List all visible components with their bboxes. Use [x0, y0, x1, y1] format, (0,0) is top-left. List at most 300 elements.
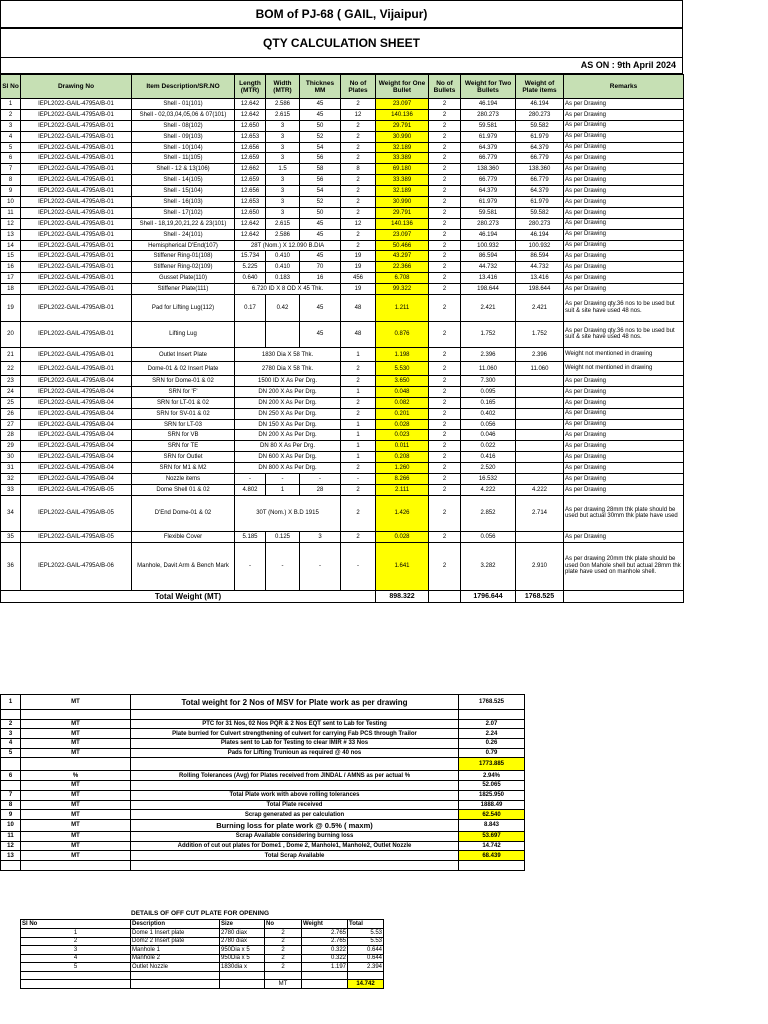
- weight-one-bullet-cell: 50.466: [376, 240, 429, 251]
- thickness-cell: 3: [300, 531, 341, 542]
- summary-unit-cell: MT: [21, 810, 131, 820]
- no-of-bullets-cell: 2: [429, 251, 461, 262]
- weight-one-bullet-cell: 22.366: [376, 262, 429, 273]
- weight-two-bullets-cell: 0.046: [461, 430, 516, 441]
- weight-two-bullets-cell: 61.979: [461, 131, 516, 142]
- summary-description-cell: Scrap generated as per calculation: [131, 810, 459, 820]
- table-row: [1, 452, 684, 463]
- remarks-cell: As per drawing 28mm thk plate should be used but actual 30mm thk plate have used: [564, 495, 684, 531]
- sl-no-cell: 1: [1, 99, 21, 110]
- summary-sl-cell: 6: [1, 771, 21, 781]
- remarks-cell: As per Drawing: [564, 251, 684, 262]
- weight-one-bullet-cell: 32.189: [376, 142, 429, 153]
- summary-row: [1, 739, 525, 749]
- summary-row: [1, 851, 525, 861]
- offcut-description-cell: Manhole 1: [131, 946, 220, 955]
- length-cell: 12.642: [235, 109, 266, 120]
- no-of-plates-cell: 2: [341, 463, 376, 474]
- weight-plate-items-cell: 2.421: [516, 295, 564, 322]
- remarks-cell: As per Drawing: [564, 240, 684, 251]
- length-cell: 12.642: [235, 99, 266, 110]
- no-of-plates-cell: 2: [341, 175, 376, 186]
- weight-two-bullets-cell: 198.644: [461, 284, 516, 295]
- weight-two-bullets-cell: 0.056: [461, 419, 516, 430]
- offcut-column-header: Description: [131, 920, 220, 929]
- thickness-cell: 52: [300, 197, 341, 208]
- weight-plate-items-cell: 59.582: [516, 207, 564, 218]
- sl-no-cell: 18: [1, 284, 21, 295]
- summary-unit-cell: MT: [21, 800, 131, 810]
- remarks-cell: As per Drawing: [564, 463, 684, 474]
- drawing-no-cell: IEPL2022-GAIL-4795A/B-04: [21, 452, 132, 463]
- drawing-no-cell: IEPL2022-GAIL-4795A/B-01: [21, 207, 132, 218]
- weight-two-bullets-cell: 4.222: [461, 484, 516, 495]
- summary-row: [1, 771, 525, 781]
- weight-one-bullet-cell: 43.297: [376, 251, 429, 262]
- summary-value-cell: 2.24: [459, 729, 525, 739]
- remarks-cell: As per Drawing: [564, 164, 684, 175]
- no-of-plates-cell: 8: [341, 164, 376, 175]
- summary-unit-cell: MT: [21, 719, 131, 729]
- sl-no-cell: 4: [1, 131, 21, 142]
- summary-row: [1, 819, 525, 831]
- total-row: [1, 590, 684, 602]
- weight-plate-items-cell: [516, 531, 564, 542]
- no-of-bullets-cell: 2: [429, 218, 461, 229]
- drawing-no-cell: IEPL2022-GAIL-4795A/B-04: [21, 386, 132, 397]
- summary-sl-cell: 7: [1, 790, 21, 800]
- item-description-cell: Shell - 09(103): [132, 131, 235, 142]
- summary-unit-cell: MT: [21, 851, 131, 861]
- drawing-no-cell: IEPL2022-GAIL-4795A/B-01: [21, 153, 132, 164]
- remarks-cell: As per Drawing: [564, 120, 684, 131]
- item-description-cell: Nozzle items: [132, 474, 235, 485]
- sl-no-cell: 20: [1, 321, 21, 348]
- no-of-bullets-cell: 2: [429, 321, 461, 348]
- drawing-no-cell: IEPL2022-GAIL-4795A/B-04: [21, 419, 132, 430]
- no-of-plates-cell: 2: [341, 531, 376, 542]
- column-header: Weight for Two Bullets: [461, 75, 516, 99]
- table-row: [1, 164, 684, 175]
- weight-plate-items-cell: [516, 452, 564, 463]
- offcut-row: [21, 954, 384, 963]
- table-row: [1, 109, 684, 120]
- summary-value-cell: 14.742: [459, 841, 525, 851]
- summary-description-cell: [131, 781, 459, 791]
- offcut-total-unit: MT: [265, 980, 302, 989]
- weight-two-bullets-cell: 16.532: [461, 474, 516, 485]
- length-cell: [235, 321, 266, 348]
- summary-description-cell: Total Plate received: [131, 800, 459, 810]
- width-cell: 2.586: [266, 229, 300, 240]
- thickness-cell: 45: [300, 109, 341, 120]
- offcut-size-cell: 1830dia x: [220, 963, 265, 972]
- weight-two-bullets-cell: 2.852: [461, 495, 516, 531]
- remarks-cell: As per Drawing: [564, 386, 684, 397]
- document-title: BOM of PJ-68 ( GAIL, Vijaipur): [0, 0, 683, 28]
- remarks-cell: Weight not mentioned in drawing: [564, 362, 684, 376]
- offcut-column-header: No: [265, 920, 302, 929]
- table-row: [1, 441, 684, 452]
- drawing-no-cell: IEPL2022-GAIL-4795A/B-01: [21, 251, 132, 262]
- weight-one-bullet-cell: 0.082: [376, 397, 429, 408]
- weight-two-bullets-cell: 61.979: [461, 197, 516, 208]
- drawing-no-cell: IEPL2022-GAIL-4795A/B-01: [21, 362, 132, 376]
- offcut-header-row: [21, 920, 384, 929]
- drawing-no-cell: IEPL2022-GAIL-4795A/B-01: [21, 164, 132, 175]
- summary-row: [1, 810, 525, 820]
- summary-sl-cell: [1, 758, 21, 771]
- thickness-cell: 54: [300, 142, 341, 153]
- table-row: [1, 251, 684, 262]
- drawing-no-cell: IEPL2022-GAIL-4795A/B-05: [21, 495, 132, 531]
- weight-one-bullet-cell: 32.189: [376, 186, 429, 197]
- summary-sl-cell: [1, 710, 21, 720]
- item-description-cell: SRN for Dome-01 & 02: [132, 376, 235, 387]
- no-of-bullets-cell: 2: [429, 186, 461, 197]
- table-row: [1, 430, 684, 441]
- weight-two-bullets-cell: 11.060: [461, 362, 516, 376]
- weight-one-bullet-cell: 5.530: [376, 362, 429, 376]
- no-of-plates-cell: 48: [341, 321, 376, 348]
- summary-row: [1, 748, 525, 758]
- sl-no-cell: 6: [1, 153, 21, 164]
- weight-one-bullet-cell: 1.211: [376, 295, 429, 322]
- summary-unit-cell: MT: [21, 729, 131, 739]
- remarks-cell: As per Drawing: [564, 376, 684, 387]
- no-of-bullets-cell: 2: [429, 120, 461, 131]
- length-cell: 12.659: [235, 153, 266, 164]
- width-cell: 2.615: [266, 218, 300, 229]
- drawing-no-cell: IEPL2022-GAIL-4795A/B-01: [21, 348, 132, 362]
- weight-two-bullets-cell: 66.779: [461, 153, 516, 164]
- thickness-cell: 45: [300, 295, 341, 322]
- table-row: [1, 229, 684, 240]
- weight-plate-items-cell: 2.396: [516, 348, 564, 362]
- offcut-column-header: Total: [348, 920, 384, 929]
- weight-plate-items-cell: 198.644: [516, 284, 564, 295]
- thickness-cell: 45: [300, 218, 341, 229]
- width-cell: 3: [266, 175, 300, 186]
- weight-two-bullets-cell: 59.581: [461, 207, 516, 218]
- width-cell: 0.42: [266, 295, 300, 322]
- no-of-bullets-cell: 2: [429, 142, 461, 153]
- sl-no-cell: 28: [1, 430, 21, 441]
- table-row: [1, 386, 684, 397]
- summary-value-cell: [459, 710, 525, 720]
- no-of-bullets-cell: 2: [429, 376, 461, 387]
- weight-plate-items-cell: [516, 397, 564, 408]
- weight-one-bullet-cell: 1.641: [376, 542, 429, 590]
- summary-row: [1, 710, 525, 720]
- remarks-cell: As per Drawing: [564, 229, 684, 240]
- item-description-cell: SRN for LT-03: [132, 419, 235, 430]
- summary-value-cell: 8.843: [459, 819, 525, 831]
- no-of-plates-cell: 2: [341, 207, 376, 218]
- offcut-row: [21, 946, 384, 955]
- weight-two-bullets-cell: 0.402: [461, 408, 516, 419]
- blank-cell: [220, 980, 265, 989]
- weight-plate-items-cell: 64.379: [516, 142, 564, 153]
- summary-row: [1, 831, 525, 841]
- weight-plate-items-cell: [516, 419, 564, 430]
- item-description-cell: SRN for 'F': [132, 386, 235, 397]
- blank-cell: [265, 971, 302, 980]
- no-of-plates-cell: 2: [341, 229, 376, 240]
- thickness-cell: 45: [300, 229, 341, 240]
- length-cell: 12.642: [235, 218, 266, 229]
- weight-one-bullet-cell: 30.990: [376, 131, 429, 142]
- offcut-grand-total: 14.742: [348, 980, 384, 989]
- drawing-no-cell: IEPL2022-GAIL-4795A/B-01: [21, 120, 132, 131]
- summary-value-cell: 1768.525: [459, 695, 525, 710]
- summary-description-cell: [131, 710, 459, 720]
- summary-row: [1, 841, 525, 851]
- item-description-cell: Shell - 15(104): [132, 186, 235, 197]
- dimension-span-cell: DN 200 X As Per Drg.: [235, 386, 341, 397]
- no-of-plates-cell: 12: [341, 109, 376, 120]
- total-empty: [564, 590, 684, 602]
- dimension-span-cell: DN 200 X As Per Drg.: [235, 430, 341, 441]
- remarks-cell: As per Drawing: [564, 273, 684, 284]
- remarks-cell: As per Drawing: [564, 531, 684, 542]
- blank-cell: [348, 971, 384, 980]
- summary-unit-cell: MT: [21, 819, 131, 831]
- width-cell: 0.183: [266, 273, 300, 284]
- item-description-cell: Shell - 17(102): [132, 207, 235, 218]
- table-row: [1, 186, 684, 197]
- summary-sl-cell: 1: [1, 695, 21, 710]
- no-of-bullets-cell: 2: [429, 240, 461, 251]
- summary-description-cell: [131, 860, 459, 870]
- length-cell: -: [235, 542, 266, 590]
- item-description-cell: SRN for TE: [132, 441, 235, 452]
- thickness-cell: 28: [300, 484, 341, 495]
- weight-one-bullet-cell: 0.208: [376, 452, 429, 463]
- length-cell: 5.225: [235, 262, 266, 273]
- item-description-cell: SRN for SV-01 & 02: [132, 408, 235, 419]
- weight-plate-items-cell: 11.060: [516, 362, 564, 376]
- weight-plate-items-cell: 66.779: [516, 175, 564, 186]
- table-row: [1, 484, 684, 495]
- no-of-plates-cell: 19: [341, 262, 376, 273]
- sl-no-cell: 8: [1, 175, 21, 186]
- no-of-plates-cell: 1: [341, 386, 376, 397]
- summary-sl-cell: 3: [1, 729, 21, 739]
- no-of-bullets-cell: 2: [429, 419, 461, 430]
- weight-one-bullet-cell: 8.266: [376, 474, 429, 485]
- sl-no-cell: 30: [1, 452, 21, 463]
- offcut-sl-cell: 1: [21, 929, 131, 938]
- item-description-cell: Shell - 24(101): [132, 229, 235, 240]
- no-of-plates-cell: 2: [341, 131, 376, 142]
- offcut-description-cell: Manhole 2: [131, 954, 220, 963]
- dimension-span-cell: 1500 ID X As Per Drg.: [235, 376, 341, 387]
- offcut-no-cell: 2: [265, 963, 302, 972]
- summary-value-cell: 0.26: [459, 739, 525, 749]
- thickness-cell: 45: [300, 99, 341, 110]
- remarks-cell: As per Drawing: [564, 142, 684, 153]
- summary-value-cell: 1773.885: [459, 758, 525, 771]
- remarks-cell: As per Drawing: [564, 218, 684, 229]
- item-description-cell: Dome-01 & 02 Insert Plate: [132, 362, 235, 376]
- width-cell: 0.410: [266, 251, 300, 262]
- remarks-cell: As per Drawing: [564, 452, 684, 463]
- weight-one-bullet-cell: 23.097: [376, 229, 429, 240]
- no-of-bullets-cell: 2: [429, 408, 461, 419]
- table-row: [1, 197, 684, 208]
- no-of-bullets-cell: 2: [429, 295, 461, 322]
- summary-sl-cell: 5: [1, 748, 21, 758]
- weight-two-bullets-cell: 7.300: [461, 376, 516, 387]
- thickness-cell: 45: [300, 251, 341, 262]
- no-of-bullets-cell: 2: [429, 348, 461, 362]
- summary-sl-cell: 10: [1, 819, 21, 831]
- offcut-total-cell: 5.53: [348, 929, 384, 938]
- no-of-plates-cell: 2: [341, 376, 376, 387]
- weight-plate-items-cell: [516, 376, 564, 387]
- sl-no-cell: 19: [1, 295, 21, 322]
- weight-plate-items-cell: [516, 408, 564, 419]
- no-of-bullets-cell: 2: [429, 430, 461, 441]
- item-description-cell: Pad for Lifting Lug(112): [132, 295, 235, 322]
- remarks-cell: As per Drawing qty.36 nos to be used but suit & site have used 48 nos.: [564, 321, 684, 348]
- summary-value-cell: 1825.950: [459, 790, 525, 800]
- table-row: [1, 495, 684, 531]
- drawing-no-cell: IEPL2022-GAIL-4795A/B-04: [21, 397, 132, 408]
- summary-row: [1, 695, 525, 710]
- weight-one-bullet-cell: 99.322: [376, 284, 429, 295]
- table-row: [1, 295, 684, 322]
- offcut-description-cell: Outlet Nozzle: [131, 963, 220, 972]
- no-of-bullets-cell: 2: [429, 99, 461, 110]
- offcut-row: [21, 963, 384, 972]
- column-header: Width (MTR): [266, 75, 300, 99]
- sl-no-cell: 3: [1, 120, 21, 131]
- weight-two-bullets-cell: 46.194: [461, 229, 516, 240]
- sl-no-cell: 35: [1, 531, 21, 542]
- thickness-cell: -: [300, 542, 341, 590]
- summary-description-cell: Rolling Tolerances (Avg) for Plates received from JINDAL / AMNS as per actual %: [131, 771, 459, 781]
- no-of-plates-cell: 1: [341, 452, 376, 463]
- width-cell: [266, 321, 300, 348]
- table-row: [1, 207, 684, 218]
- item-description-cell: Stiffener Ring-02(109): [132, 262, 235, 273]
- weight-one-bullet-cell: 33.389: [376, 153, 429, 164]
- no-of-bullets-cell: 2: [429, 474, 461, 485]
- no-of-bullets-cell: 2: [429, 531, 461, 542]
- remarks-cell: As per Drawing qty.36 nos to be used but suit & site have used 48 nos.: [564, 295, 684, 322]
- weight-one-bullet-cell: 6.708: [376, 273, 429, 284]
- thickness-cell: 50: [300, 120, 341, 131]
- drawing-no-cell: IEPL2022-GAIL-4795A/B-04: [21, 463, 132, 474]
- item-description-cell: Gusset Plate(110): [132, 273, 235, 284]
- weight-plate-items-cell: 61.979: [516, 131, 564, 142]
- summary-description-cell: Pads for Lifting Trunioun as required @ 40 nos: [131, 748, 459, 758]
- weight-two-bullets-cell: 100.932: [461, 240, 516, 251]
- weight-two-bullets-cell: 2.421: [461, 295, 516, 322]
- no-of-bullets-cell: 2: [429, 262, 461, 273]
- no-of-plates-cell: 2: [341, 186, 376, 197]
- weight-plate-items-cell: 280.273: [516, 218, 564, 229]
- length-cell: 12.650: [235, 120, 266, 131]
- length-cell: 0.17: [235, 295, 266, 322]
- weight-one-bullet-cell: 1.198: [376, 348, 429, 362]
- summary-description-cell: Plates sent to Lab for Testing to clear IMIR # 33 Nos: [131, 739, 459, 749]
- summary-unit-cell: MT: [21, 831, 131, 841]
- item-description-cell: Shell - 01(101): [132, 99, 235, 110]
- summary-table: [0, 694, 525, 871]
- sl-no-cell: 21: [1, 348, 21, 362]
- no-of-plates-cell: 1: [341, 430, 376, 441]
- summary-sl-cell: [1, 781, 21, 791]
- offcut-total-row: [21, 980, 384, 989]
- table-row: [1, 542, 684, 590]
- item-description-cell: Hemispherical D'End(107): [132, 240, 235, 251]
- thickness-cell: 16: [300, 273, 341, 284]
- offcut-total-cell: 2.394: [348, 963, 384, 972]
- summary-description-cell: Total Plate work with above rolling tolerances: [131, 790, 459, 800]
- remarks-cell: As per Drawing: [564, 484, 684, 495]
- drawing-no-cell: IEPL2022-GAIL-4795A/B-01: [21, 262, 132, 273]
- offcut-total-cell: 5.53: [348, 937, 384, 946]
- no-of-plates-cell: 48: [341, 295, 376, 322]
- item-description-cell: D'End Dome-01 & 02: [132, 495, 235, 531]
- weight-one-bullet-cell: 69.180: [376, 164, 429, 175]
- sl-no-cell: 12: [1, 218, 21, 229]
- dimension-span-cell: DN 600 X As Per Drg.: [235, 452, 341, 463]
- column-header: Sl No: [1, 75, 21, 99]
- offcut-no-cell: 2: [265, 937, 302, 946]
- sl-no-cell: 15: [1, 251, 21, 262]
- total-weight-two-bullets: 1796.644: [461, 590, 516, 602]
- offcut-column-header: Size: [220, 920, 265, 929]
- summary-value-cell: 2.94%: [459, 771, 525, 781]
- item-description-cell: Shell - 10(104): [132, 142, 235, 153]
- sl-no-cell: 10: [1, 197, 21, 208]
- summary-value-cell: 1888.49: [459, 800, 525, 810]
- no-of-bullets-cell: 2: [429, 229, 461, 240]
- drawing-no-cell: IEPL2022-GAIL-4795A/B-04: [21, 376, 132, 387]
- remarks-cell: As per Drawing: [564, 474, 684, 485]
- offcut-total-cell: 0.644: [348, 954, 384, 963]
- table-row: [1, 321, 684, 348]
- no-of-plates-cell: 1: [341, 419, 376, 430]
- blank-cell: [220, 971, 265, 980]
- offcut-no-cell: 2: [265, 954, 302, 963]
- no-of-bullets-cell: 2: [429, 397, 461, 408]
- offcut-weight-cell: 2.765: [302, 937, 348, 946]
- table-row: [1, 142, 684, 153]
- thickness-cell: -: [300, 474, 341, 485]
- weight-plate-items-cell: [516, 430, 564, 441]
- offcut-no-cell: 2: [265, 929, 302, 938]
- item-description-cell: Dome Shell 01 & 02: [132, 484, 235, 495]
- summary-row: [1, 781, 525, 791]
- blank-cell: [131, 971, 220, 980]
- table-row: [1, 474, 684, 485]
- column-header: Item Description/SR.NO: [132, 75, 235, 99]
- offcut-size-cell: 950Dia x 5: [220, 954, 265, 963]
- no-of-bullets-cell: 2: [429, 452, 461, 463]
- offcut-details-table: [20, 919, 384, 989]
- item-description-cell: Stiffener Plate(111): [132, 284, 235, 295]
- weight-plate-items-cell: 66.779: [516, 153, 564, 164]
- sl-no-cell: 14: [1, 240, 21, 251]
- table-row: [1, 153, 684, 164]
- weight-plate-items-cell: 61.979: [516, 197, 564, 208]
- weight-one-bullet-cell: 0.028: [376, 419, 429, 430]
